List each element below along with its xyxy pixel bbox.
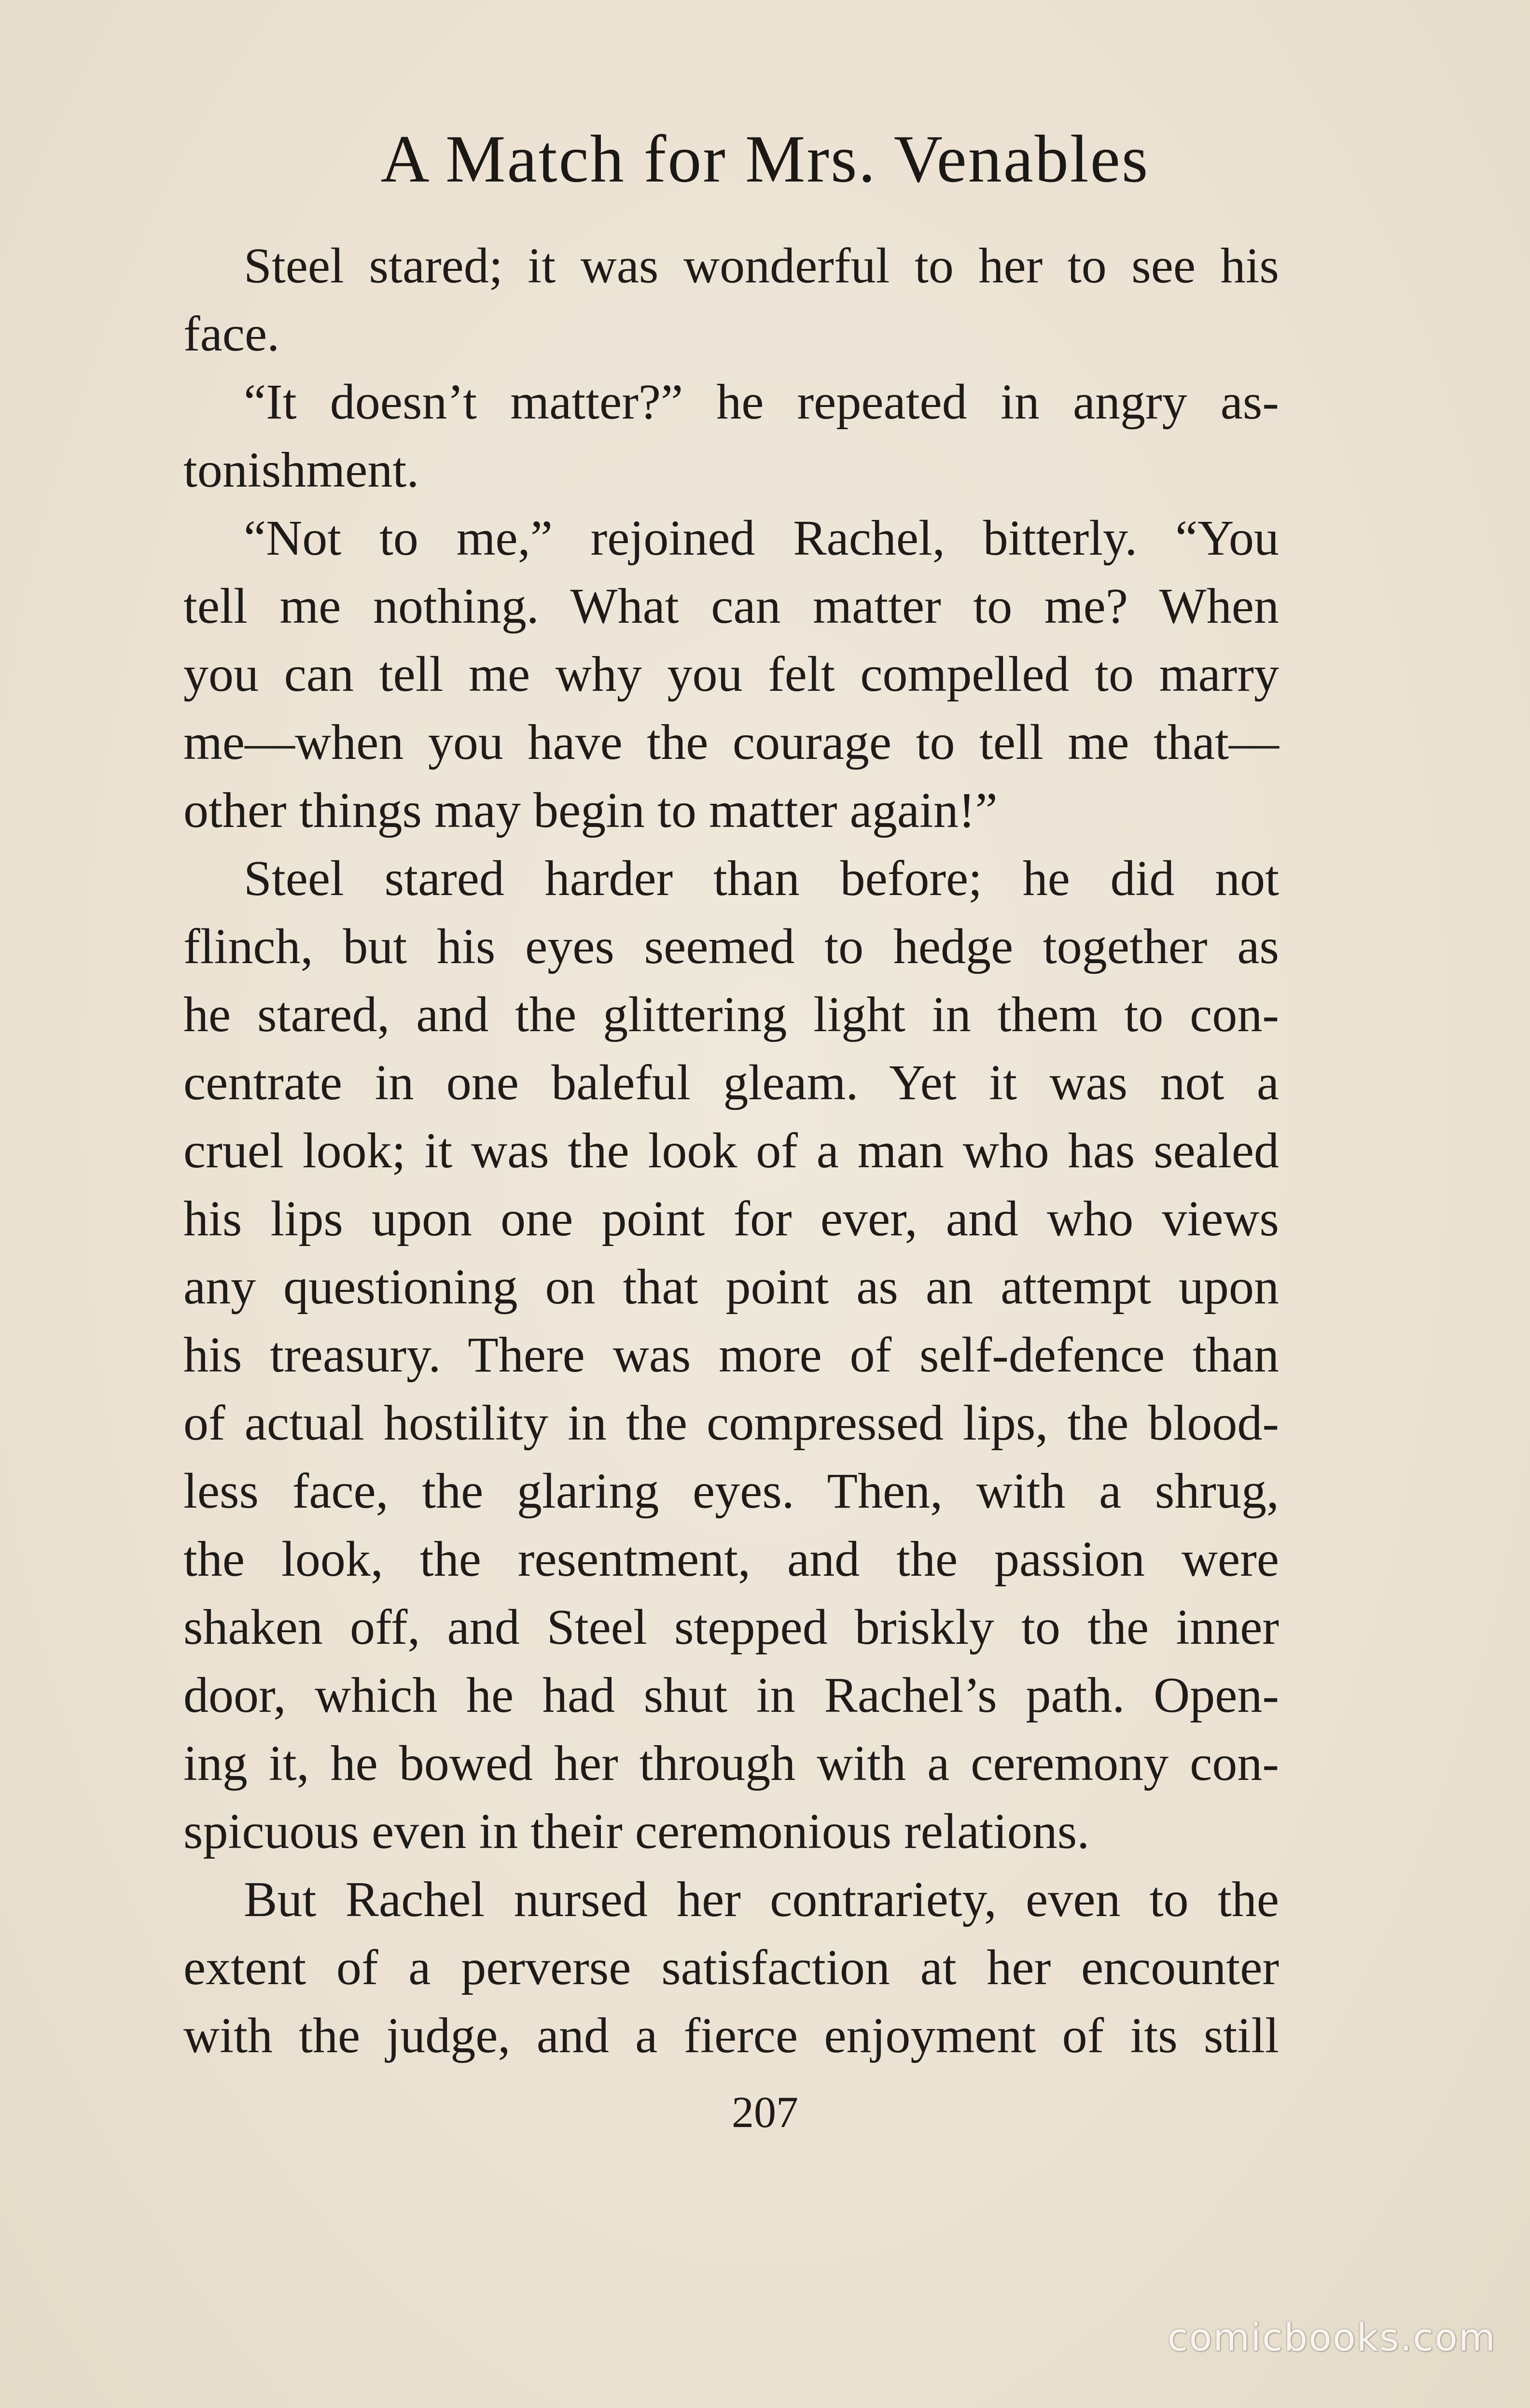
paragraph [123, 368, 1279, 504]
paragraph [123, 232, 1279, 368]
page-number: 207 [732, 2087, 798, 2137]
text-line: ing it, he bowed her through with a ceremony con- [183, 1736, 1279, 1791]
text-line: “Not to me,” rejoined Rachel, bitterly. “You [244, 510, 1279, 566]
text-line: cruel look; it was the look of a man who has sealed [183, 1123, 1279, 1178]
text-line: Steel stared; it was wonderful to her to see his [244, 238, 1279, 294]
text-line: face. [183, 306, 280, 362]
text-line: extent of a perverse satisfaction at her encounter [183, 1940, 1279, 1995]
text-line: But Rachel nursed her contrariety, even to the [244, 1872, 1279, 1927]
running-head: A Match for Mrs. Venables [380, 122, 1150, 196]
text-line: centrate in one baleful gleam. Yet it was not a [183, 1055, 1279, 1110]
text-line: me—when you have the courage to tell me that— [183, 714, 1279, 770]
paragraph [123, 504, 1279, 844]
text-line: tonishment. [183, 442, 419, 498]
text-line: other things may begin to matter again!” [183, 783, 998, 838]
paragraph [123, 844, 1279, 1865]
text-line: his lips upon one point for ever, and who views [183, 1191, 1279, 1246]
text-line: tell me nothing. What can matter to me? When [183, 578, 1279, 634]
text-line: shaken off, and Steel stepped briskly to the inner [183, 1599, 1279, 1655]
watermark: comicbooks.com [1167, 2316, 1496, 2360]
text-line: less face, the glaring eyes. Then, with a shrug, [183, 1463, 1279, 1519]
body-text [123, 232, 1279, 2070]
text-line: flinch, but his eyes seemed to hedge together as [183, 919, 1279, 974]
text-line: any questioning on that point as an attempt upon [183, 1259, 1279, 1315]
text-line: door, which he had shut in Rachel’s path. Open- [183, 1667, 1279, 1723]
text-line: Steel stared harder than before; he did not [244, 851, 1279, 906]
text-line: his treasury. There was more of self-defence than [183, 1327, 1279, 1383]
text-line: he stared, and the glittering light in them to con- [183, 987, 1279, 1042]
text-line: the look, the resentment, and the passion were [183, 1531, 1279, 1587]
text-line: with the judge, and a fierce enjoyment of its still [183, 2008, 1279, 2063]
text-line: you can tell me why you felt compelled to marry [183, 646, 1279, 702]
paragraph [123, 1865, 1279, 2070]
text-line: of actual hostility in the compressed lips, the blood- [183, 1395, 1279, 1451]
text-line: “It doesn’t matter?” he repeated in angry as- [244, 374, 1279, 430]
text-line: spicuous even in their ceremonious relations. [183, 1804, 1090, 1859]
